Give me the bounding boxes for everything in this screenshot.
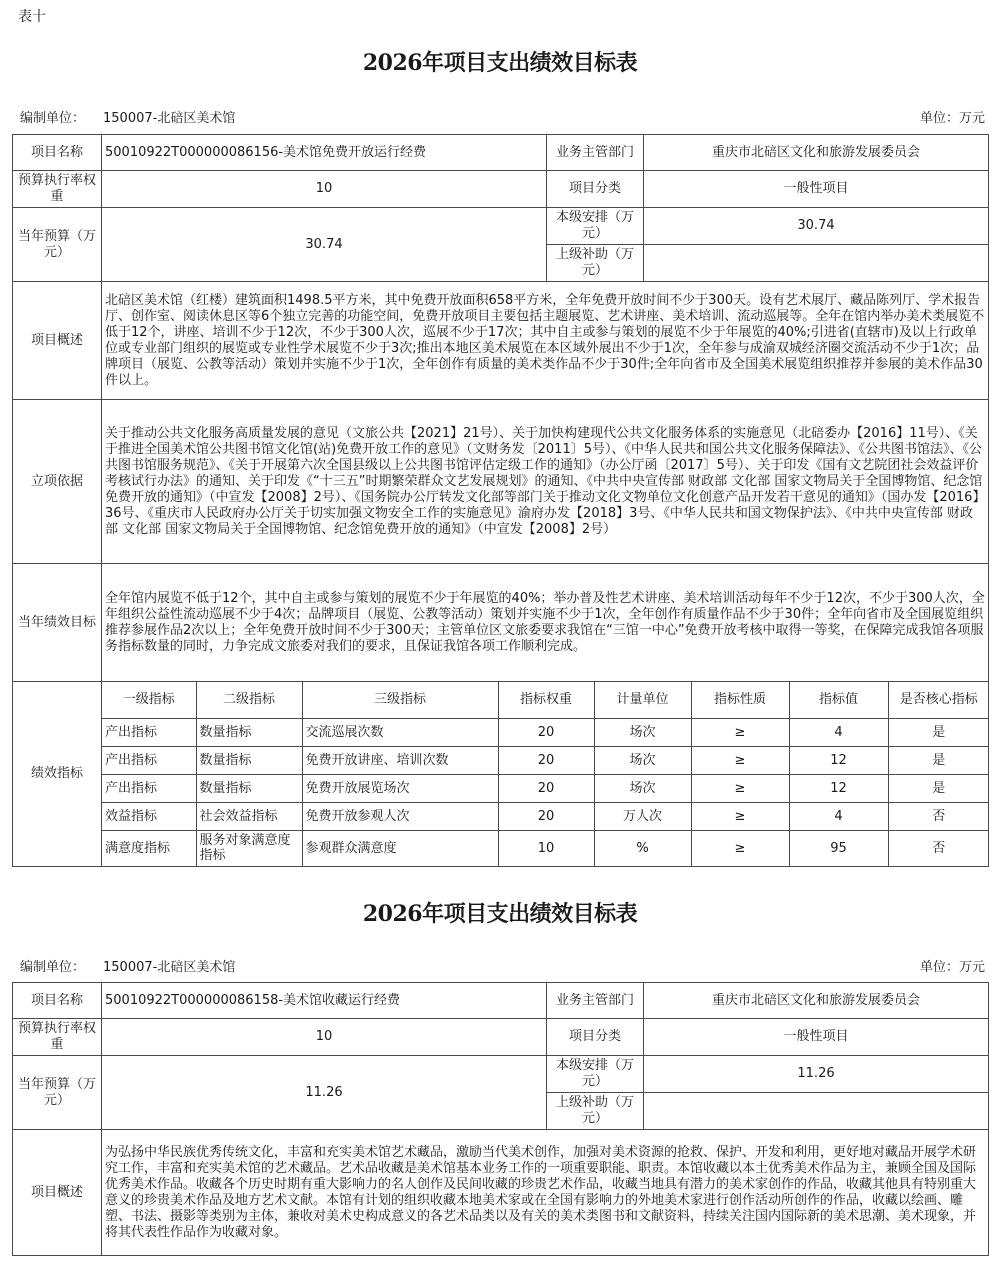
upper-funding-label: 上级补助（万元） — [547, 245, 644, 282]
dept-value: 重庆市北碚区文化和旅游发展委员会 — [644, 135, 989, 171]
header-weight: 指标权重 — [498, 682, 594, 718]
weight-cell: 10 — [498, 830, 594, 866]
nature-cell: ≥ — [691, 718, 789, 746]
exec-rate-value: 10 — [102, 171, 547, 208]
budget-value: 11.26 — [102, 1056, 547, 1130]
overview-text: 北碚区美术馆（红楼）建筑面积1498.5平方米，其中免费开放面积658平方米，全年免费开放时间不少于300天。设有艺术展厅、藏品陈列厅、学术报告厅、创作室、阅读休息区等6个独立完善的功能空间，免费开放项目主要包括主题展览、艺术讲座、美术培训、流动巡展等。全年在馆内举办美术类展览不低于12个，讲座、培训不少于12次，不少于300人次，巡展不少于17次；其中自主或参与策划的展览不少于年展览的40%;引进省(直辖市)及以上行政单位或专业部门组织的展览或专业性学术展览不少于3次;推出本地区美术展览在本区域外展出不少于1次，全年参与成渝双城经济圈交流活动不少于1次；品牌项目（展览、公教等活动）策划并实施不少于1次，全年创作有质量的美术类作品不少于30件;全年向省市及全国美术展览组织推荐并参展的美术作品30件以上。 — [102, 282, 989, 400]
project-name-value: 50010922T000000086156-美术馆免费开放运行经费 — [102, 135, 547, 171]
nature-cell: ≥ — [691, 746, 789, 774]
level2-cell: 社会效益指标 — [196, 802, 302, 830]
level1-cell: 满意度指标 — [102, 830, 196, 866]
upper-funding-value — [644, 245, 989, 282]
value-cell: 4 — [789, 718, 888, 746]
nature-cell: ≥ — [691, 802, 789, 830]
core-cell: 是 — [888, 774, 989, 802]
compiling-unit — [20, 956, 235, 975]
exec-rate-label: 预算执行率权重 — [13, 171, 102, 208]
level1-cell: 产出指标 — [102, 774, 196, 802]
unit-cell: % — [594, 830, 691, 866]
table-number-label: 表十 — [18, 9, 46, 25]
local-funding-label: 本级安排（万元） — [547, 1056, 644, 1093]
project-name-label: 项目名称 — [13, 983, 102, 1019]
header-level3: 三级指标 — [302, 682, 498, 718]
goal-label: 当年绩效目标 — [13, 564, 102, 682]
budget-label: 当年预算（万元） — [13, 208, 102, 282]
indicators-label: 绩效指标 — [13, 682, 102, 867]
category-label: 项目分类 — [547, 171, 644, 208]
header-core: 是否核心指标 — [888, 682, 989, 718]
upper-funding-value — [644, 1093, 989, 1130]
value-cell: 4 — [789, 802, 888, 830]
table-row — [102, 830, 989, 866]
core-cell: 是 — [888, 746, 989, 774]
core-cell: 是 — [888, 718, 989, 746]
level2-cell: 数量指标 — [196, 774, 302, 802]
local-funding-value: 11.26 — [644, 1056, 989, 1093]
compiling-unit-label: 编制单位： — [20, 111, 86, 126]
core-cell: 否 — [888, 802, 989, 830]
weight-cell: 20 — [498, 718, 594, 746]
table-row — [102, 746, 989, 774]
unit-cell: 万人次 — [594, 802, 691, 830]
dept-label: 业务主管部门 — [547, 983, 644, 1019]
dept-label: 业务主管部门 — [547, 135, 644, 171]
compiling-unit-label: 编制单位： — [20, 960, 86, 975]
unit-cell: 场次 — [594, 718, 691, 746]
header-unit: 计量单位 — [594, 682, 691, 718]
indicators-cell — [102, 682, 989, 867]
level3-cell: 参观群众满意度 — [302, 830, 498, 866]
header-value: 指标值 — [789, 682, 888, 718]
level3-cell: 交流巡展次数 — [302, 718, 498, 746]
basis-text: 关于推动公共文化服务高质量发展的意见（文旅公共【2021】21号）、关于加快构建现代公共文化服务体系的实施意见（北碚委办【2016】11号）、《关于推进全国美术馆公共图书馆文化馆(站)免费开放工作的意见》（文财务发〔2011〕5号）、《中华人民共和国公共文化服务保障法》、《公共图书馆法》、《公共图书馆服务规范》、《关于开展第六次全国县级以上公共图书馆评估定级工作的通知》（办公厅函〔2017〕5号）、关于印发《国有文艺院团社会效益评价考核试行办法》的通知、关于印发《“十三五”时期繁荣群众文艺发展规划》的通知、《中共中央宣传部 财政部 文化部 国家文物局关于全国博物馆、纪念馆免费开放的通知》（中宣发【2008】2号）、《国务院办公厅转发文化部等部门关于推动文化文物单位文化创意产品开发若干意见的通知》（国办发【2016】36号、《重庆市人民政府办公厅关于切实加强文物安全工作的实施意见》渝府办发【2018】3号、《中华人民共和国文物保护法》、《中共中央宣传部 财政部 文化部 国家文物局关于全国博物馆、纪念馆免费开放的通知》（中宣发【2008】2号） — [102, 400, 989, 564]
value-cell: 12 — [789, 774, 888, 802]
exec-rate-label: 预算执行率权重 — [13, 1019, 102, 1056]
level3-cell: 免费开放展览场次 — [302, 774, 498, 802]
basis-label: 立项依据 — [13, 400, 102, 564]
category-label: 项目分类 — [547, 1019, 644, 1056]
value-cell: 95 — [789, 830, 888, 866]
indicators-header-row — [102, 682, 989, 718]
level3-cell: 免费开放参观人次 — [302, 802, 498, 830]
goal-text: 全年馆内展览不低于12个，其中自主或参与策划的展览不少于年展览的40%；举办普及性艺术讲座、美术培训活动每年不少于12次，不少于300人次，全年组织公益性流动巡展不少于4次；品牌项目（展览、公教等活动）策划并实施不少于1次，全年创作有质量作品不少于30件；全年向省市及全国展览组织推荐参展作品2次以上；全年免费开放时间不少于300天；主管单位区文旅委要求我馆在“三馆一中心”免费开放考核中取得一等奖，在保障完成我馆各项服务指标数量的同时，力争完成文旅委对我们的要求，且保证我馆各项工作顺利完成。 — [102, 564, 989, 682]
project-name-label: 项目名称 — [13, 135, 102, 171]
page-title: 2026年项目支出绩效目标表 — [362, 50, 638, 76]
currency-unit: 单位：万元 — [919, 960, 985, 975]
weight-cell: 20 — [498, 802, 594, 830]
value-cell: 12 — [789, 746, 888, 774]
unit-cell: 场次 — [594, 746, 691, 774]
page-title-2: 2026年项目支出绩效目标表 — [362, 901, 638, 927]
level2-cell: 数量指标 — [196, 718, 302, 746]
level1-cell: 效益指标 — [102, 802, 196, 830]
budget-label: 当年预算（万元） — [13, 1056, 102, 1130]
category-value: 一般性项目 — [644, 171, 989, 208]
header-nature: 指标性质 — [691, 682, 789, 718]
header-level2: 二级指标 — [196, 682, 302, 718]
unit-cell: 场次 — [594, 774, 691, 802]
level2-cell: 数量指标 — [196, 746, 302, 774]
nature-cell: ≥ — [691, 830, 789, 866]
project-name-value: 50010922T000000086158-美术馆收藏运行经费 — [102, 983, 547, 1019]
table-row — [102, 718, 989, 746]
overview-label: 项目概述 — [13, 282, 102, 400]
local-funding-label: 本级安排（万元） — [547, 208, 644, 245]
compiling-unit-value: 150007-北碚区美术馆 — [103, 111, 236, 126]
performance-table — [12, 134, 989, 867]
nature-cell: ≥ — [691, 774, 789, 802]
performance-table-2 — [12, 982, 989, 1256]
meta-row — [20, 107, 985, 126]
dept-value: 重庆市北碚区文化和旅游发展委员会 — [644, 983, 989, 1019]
upper-funding-label: 上级补助（万元） — [547, 1093, 644, 1130]
category-value: 一般性项目 — [644, 1019, 989, 1056]
overview-text: 为弘扬中华民族优秀传统文化，丰富和充实美术馆艺术藏品，激励当代美术创作，加强对美术资源的抢救、保护、开发和利用，更好地对藏品开展学术研究工作，丰富和充实美术馆的艺术藏品。艺术品收藏是美术馆基本业务工作的一项重要职能、职责。本馆收藏以本土优秀美术作品为主，兼顾全国及国际优秀美术作品。收藏各个历史时期有重大影响力的名人创作及民间收藏的珍贵艺术作品，收藏当地具有潜力的美术家创作的作品，收藏其他具有特别重大意义的珍贵美术作品及地方艺术文献。本馆有计划的组织收藏本地美术家或在全国有影响力的外地美术家进行创作活动所创作的作品，收藏以绘画、雕塑、书法、摄影等类别为主体，兼收对美术史构成意义的各艺术品类以及有关的美术类图书和文献资料，持续关注国内国际新的美术思潮、美术现象，并将其代表性作品作为收藏对象。 — [102, 1130, 989, 1256]
level1-cell: 产出指标 — [102, 718, 196, 746]
indicators-table — [102, 682, 989, 866]
weight-cell: 20 — [498, 774, 594, 802]
level1-cell: 产出指标 — [102, 746, 196, 774]
level2-cell: 服务对象满意度指标 — [196, 830, 302, 866]
exec-rate-value: 10 — [102, 1019, 547, 1056]
header-level1: 一级指标 — [102, 682, 196, 718]
level3-cell: 免费开放讲座、培训次数 — [302, 746, 498, 774]
compiling-unit — [20, 107, 235, 126]
table-row — [102, 774, 989, 802]
meta-row-2 — [20, 956, 985, 975]
local-funding-value: 30.74 — [644, 208, 989, 245]
weight-cell: 20 — [498, 746, 594, 774]
core-cell: 否 — [888, 830, 989, 866]
budget-value: 30.74 — [102, 208, 547, 282]
compiling-unit-value: 150007-北碚区美术馆 — [103, 960, 236, 975]
overview-label: 项目概述 — [13, 1130, 102, 1256]
currency-unit: 单位：万元 — [919, 111, 985, 126]
table-row — [102, 802, 989, 830]
